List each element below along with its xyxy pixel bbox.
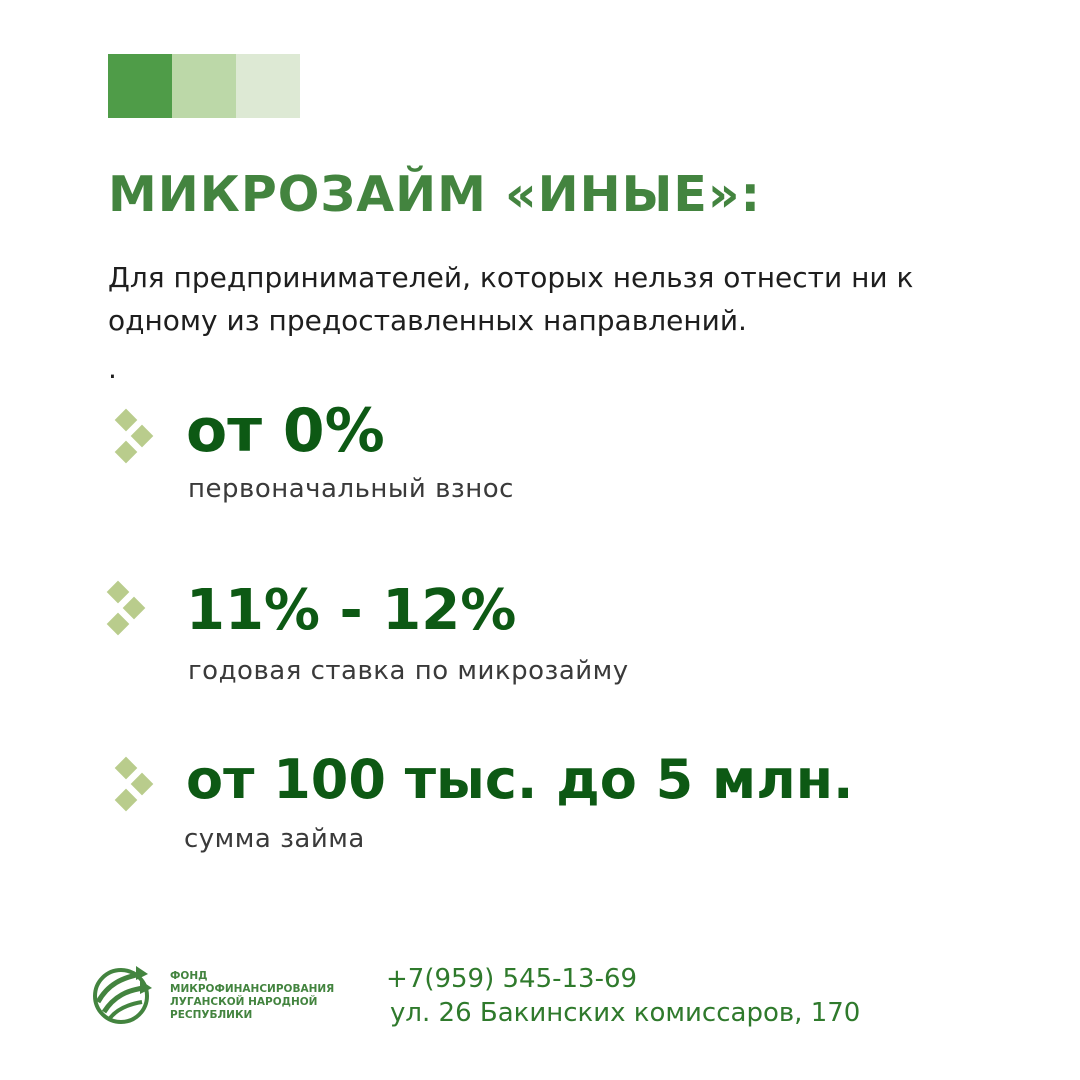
logo-line: ЛУГАНСКОЙ НАРОДНОЙ <box>170 996 318 1008</box>
swatch-light <box>236 54 300 118</box>
logo-text <box>170 970 334 1022</box>
swatch-dark <box>108 54 172 118</box>
page-title: МИКРОЗАЙМ «ИНЫЕ»: <box>108 166 762 223</box>
item-value: от 0% <box>186 396 385 466</box>
logo-line: РЕСПУБЛИКИ <box>170 1009 253 1021</box>
item-value: 11% - 12% <box>186 578 517 643</box>
globe-arrows-icon <box>90 962 152 1028</box>
address: ул. 26 Бакинских комиссаров, 170 <box>390 998 861 1028</box>
item-label: годовая ставка по микрозайму <box>188 656 629 686</box>
diamond-cluster-icon <box>114 408 162 464</box>
logo-line: ФОНД <box>170 970 208 982</box>
logo-line: МИКРОФИНАНСИРОВАНИЯ <box>170 983 335 995</box>
phone-number[interactable]: +7(959) 545-13-69 <box>386 964 638 994</box>
item-label: первоначальный взнос <box>188 474 514 504</box>
diamond-cluster-icon <box>114 756 162 812</box>
separator-dot: . <box>108 352 117 385</box>
item-label: сумма займа <box>184 824 365 854</box>
contact-info <box>386 962 860 1030</box>
diamond-cluster-icon <box>106 580 154 636</box>
description: Для предпринимателей, которых нельзя отнести ни к одному из предоставленных направлений. <box>108 261 914 337</box>
item-value: от 100 тыс. до 5 млн. <box>186 748 854 811</box>
color-swatches <box>108 54 300 118</box>
swatch-medium <box>172 54 236 118</box>
